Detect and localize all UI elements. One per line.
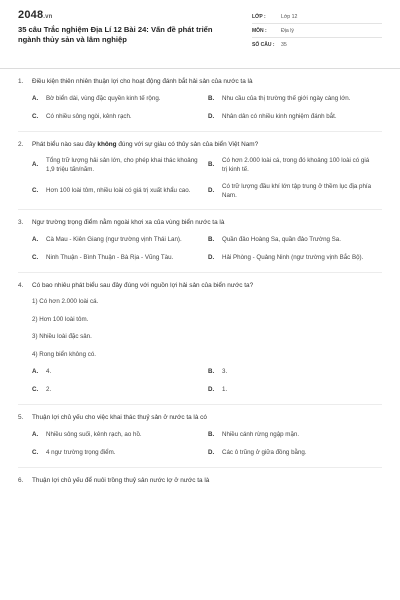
answer-option[interactable] — [32, 183, 204, 200]
option-letter: A. — [32, 161, 39, 169]
question-text: Phát biểu nào sau đây không đúng với sự giàu có thủy sản của biển Việt Nam? — [32, 140, 259, 148]
question-number: 2. — [18, 140, 24, 148]
option-letter: A. — [32, 235, 39, 243]
option-letter: C. — [32, 386, 39, 394]
statement-item: 3) Nhiều loài đặc sản. — [32, 333, 92, 340]
answer-option[interactable] — [208, 183, 380, 200]
document-meta — [252, 10, 382, 52]
answer-option[interactable] — [32, 254, 204, 263]
option-letter: B. — [208, 430, 215, 438]
statement-item: 2) Hơn 100 loài tôm. — [32, 315, 89, 323]
question-5 — [0, 414, 400, 468]
question-divider — [18, 467, 382, 468]
answer-option[interactable] — [208, 157, 380, 174]
question-number: 1. — [18, 78, 24, 85]
meta-label: SỐ CÂU : — [252, 42, 275, 48]
meta-label: MÔN : — [252, 27, 267, 34]
option-letter: C. — [32, 448, 39, 456]
answer-option[interactable] — [208, 95, 380, 104]
option-text: 1. — [222, 386, 228, 394]
option-text: 3. — [222, 368, 228, 376]
option-text: Có trữ lượng đầu khí lớn tập trung ở thềm lục địa phía Nam. — [222, 183, 372, 199]
meta-label: LỚP : — [252, 13, 266, 20]
option-letter: B. — [208, 368, 215, 376]
question-6 — [0, 477, 400, 486]
option-letter: A. — [32, 94, 39, 102]
question-stem — [18, 78, 382, 87]
question-1 — [0, 78, 400, 132]
meta-row — [252, 10, 382, 24]
option-letter: C. — [32, 112, 39, 120]
option-text: Tổng trữ lượng hải sản lớn, cho phép khai thác khoảng 1,9 triệu tấn/năm. — [46, 157, 198, 173]
question-text: Ngư trường trọng điểm nằm ngoài khơi xa của vùng biển nước ta là — [32, 219, 225, 226]
question-number: 4. — [18, 281, 24, 289]
statement-item: 1) Có hơn 2.000 loài cá. — [32, 298, 99, 305]
meta-value: 35 — [281, 42, 287, 48]
answer-option[interactable] — [32, 95, 204, 104]
question-number: 3. — [18, 219, 24, 226]
document-title: 35 câu Trắc nghiệm Địa Lí 12 Bài 24: Vấn đề phát triển ngành thủy sản và lâm nghiệp — [18, 25, 213, 44]
question-stem — [18, 219, 382, 228]
option-letter: B. — [208, 235, 215, 243]
option-text: Hơn 100 loài tôm, nhiều loài có giá trị xuất khẩu cao. — [46, 187, 191, 195]
answer-options — [32, 431, 382, 458]
answer-option[interactable] — [208, 431, 380, 440]
option-text: Quần đảo Hoàng Sa, quần đảo Trường Sa. — [222, 235, 341, 243]
answer-options — [32, 236, 382, 263]
option-letter: C. — [32, 187, 39, 195]
meta-value: Địa lý — [281, 27, 294, 34]
question-text: Thuận lợi chủ yếu cho việc khai thác thuỷ sản ở nước ta là có — [32, 414, 207, 421]
answer-option[interactable] — [208, 449, 380, 458]
option-letter: B. — [208, 94, 215, 102]
option-text: 2. — [46, 386, 52, 394]
option-letter: D. — [208, 112, 215, 120]
answer-option[interactable] — [208, 368, 380, 377]
meta-row — [252, 38, 382, 52]
site-logo[interactable]: 2048.vn — [18, 9, 53, 21]
question-number: 6. — [18, 476, 24, 484]
answer-option[interactable] — [32, 431, 204, 440]
answer-option[interactable] — [32, 113, 204, 122]
option-text: Có hơn 2.000 loài cá, trong đó khoảng 100 loài có giá trị kinh tế. — [222, 157, 370, 173]
answer-option[interactable] — [32, 368, 204, 377]
option-text: Bờ biển dài, vùng đặc quyền kinh tế rộng. — [46, 94, 161, 102]
answer-option[interactable] — [208, 113, 380, 122]
answer-option[interactable] — [32, 449, 204, 458]
option-text: Hải Phòng - Quảng Ninh (ngư trường vịnh Bắc Bộ). — [222, 253, 364, 261]
option-letter: C. — [32, 253, 39, 261]
question-stem — [18, 282, 382, 291]
question-stem — [18, 477, 382, 486]
meta-row — [252, 24, 382, 38]
question-3 — [0, 219, 400, 273]
answer-options — [32, 95, 382, 122]
answer-option[interactable] — [208, 254, 380, 263]
question-text: Điều kiện thiên nhiên thuận lợi cho hoạt động đánh bắt hải sản của nước ta là — [32, 78, 253, 85]
question-stem — [18, 414, 382, 423]
answer-option[interactable] — [32, 236, 204, 245]
answer-option[interactable] — [208, 386, 380, 395]
answer-options — [32, 157, 382, 200]
option-text: Nhân dân có nhiều kinh nghiệm đánh bắt. — [222, 112, 337, 120]
option-text: Nhu cầu của thị trường thế giới ngày càng lớn. — [222, 94, 351, 102]
statement-list — [32, 298, 382, 359]
option-text: Nhiều cánh rừng ngập mặn. — [222, 430, 300, 438]
question-divider — [18, 131, 382, 132]
question-divider — [18, 272, 382, 273]
question-2 — [0, 141, 400, 211]
meta-value: Lớp 12 — [281, 13, 298, 20]
question-number: 5. — [18, 414, 24, 421]
question-emphasis: không — [97, 140, 117, 148]
option-text: Các ô trũng ở giữa đồng bằng. — [222, 448, 307, 456]
question-divider — [18, 209, 382, 210]
question-text: Thuận lợi chủ yếu để nuôi trồng thuỷ sản nước lợ ở nước ta là — [32, 476, 210, 484]
option-text: Ninh Thuận - Bình Thuận - Bà Rịa - Vũng Tàu. — [46, 253, 174, 261]
option-letter: D. — [208, 253, 215, 261]
question-list — [0, 78, 400, 485]
answer-option[interactable] — [208, 236, 380, 245]
answer-options — [32, 368, 382, 395]
option-text: Có nhiều sông ngòi, kênh rạch. — [46, 112, 132, 120]
option-letter: B. — [208, 161, 215, 169]
header-divider — [0, 68, 400, 69]
option-text: 4. — [46, 368, 52, 376]
option-letter: A. — [32, 368, 39, 376]
option-letter: D. — [208, 187, 215, 195]
question-divider — [18, 404, 382, 405]
question-text: Có bao nhiêu phát biểu sau đây đúng với nguồn lợi hải sản của biển nước ta? — [32, 281, 254, 289]
option-letter: D. — [208, 386, 215, 394]
question-4 — [0, 282, 400, 406]
option-letter: A. — [32, 430, 39, 438]
option-text: 4 ngư trường trọng điểm. — [46, 448, 116, 456]
answer-option[interactable] — [32, 386, 204, 395]
statement-item: 4) Rong biển không có. — [32, 350, 96, 358]
option-text: Nhiều sông suối, kênh rạch, ao hồ. — [46, 430, 142, 438]
option-letter: D. — [208, 448, 215, 456]
option-text: Cà Mau - Kiên Giang (ngư trường vịnh Thái Lan). — [46, 235, 182, 243]
answer-option[interactable] — [32, 157, 204, 174]
question-stem — [18, 141, 382, 150]
page-header — [0, 0, 400, 64]
